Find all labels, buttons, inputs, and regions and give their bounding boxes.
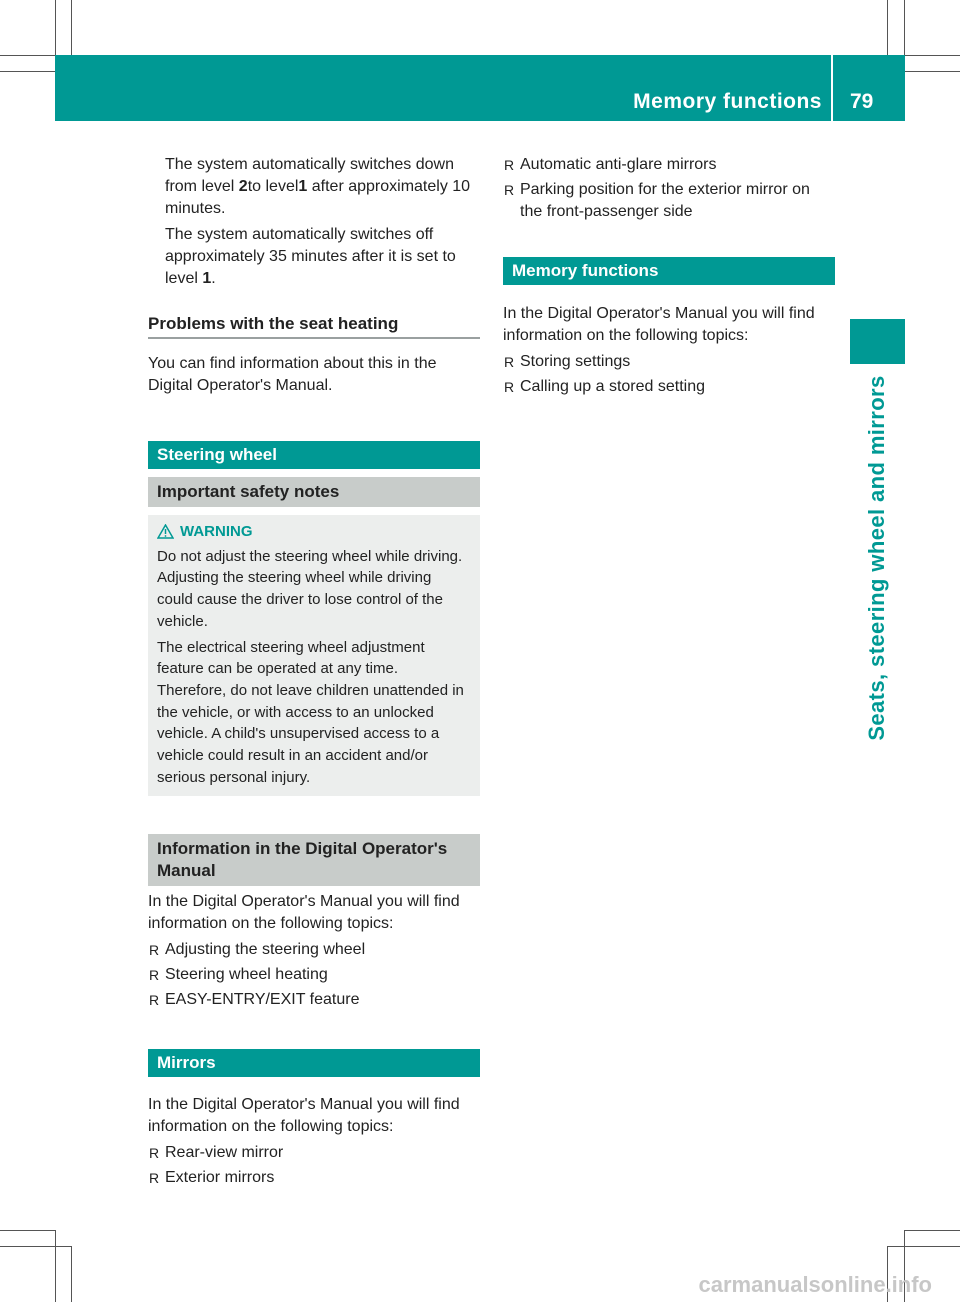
crop-mark: [0, 1246, 71, 1247]
list-item: R Rear-view mirror: [149, 1144, 284, 1162]
list-item: R Automatic anti-glare mirrors: [504, 156, 717, 173]
list-item: R Storing settings: [504, 353, 631, 370]
crop-mark: [887, 0, 888, 55]
list-item: R Calling up a stored setting: [504, 378, 705, 395]
crop-mark: [0, 1230, 55, 1231]
list-item: R EASY-ENTRY/EXIT feature: [149, 991, 360, 1009]
crop-mark: [887, 1246, 960, 1247]
warning-paragraph-2: The electrical steering wheel adjustment feature can be operated at any time. Therefore, do not leave children unattended in the vehicle, or with access to an unlocked vehicle. A child's unsupervised access to a vehicle could result in an accident and/or serious personal injury.: [157, 638, 464, 786]
memory-text: In the Digital Operator's Manual you will find information on the following topics:: [503, 305, 815, 344]
crop-mark: [905, 71, 960, 72]
watermark: carmanualsonline.info: [698, 1272, 932, 1297]
list-item: R Adjusting the steering wheel: [149, 941, 366, 959]
header-divider: [831, 55, 833, 121]
crop-mark: [55, 1230, 56, 1302]
info-text: In the Digital Operator's Manual you will find information on the following topics:: [148, 893, 460, 933]
list-item: R Steering wheel heating: [149, 966, 328, 984]
intro-paragraph-2: The system automatically switches off approximately 35 minutes after it is set to level 1.: [165, 226, 456, 287]
crop-mark: [0, 55, 55, 56]
steering-wheel-heading: Steering wheel: [148, 441, 480, 469]
mirrors-list: [148, 1142, 480, 1189]
crop-mark: [55, 0, 56, 55]
crop-mark: [71, 1246, 72, 1302]
crop-mark: [71, 0, 72, 55]
memory-list: [503, 351, 835, 398]
problems-heading: Problems with the seat heating: [148, 313, 480, 339]
safety-notes-heading: Important safety notes: [148, 477, 480, 507]
left-column: [148, 154, 480, 1192]
mirrors-heading: Mirrors: [148, 1049, 480, 1077]
warning-box: [148, 515, 480, 796]
side-tab-label: Seats, steering wheel and mirrors: [864, 375, 889, 741]
mirrors-text: In the Digital Operator's Manual you will find information on the following topics:: [148, 1096, 460, 1136]
header-title: Memory functions: [633, 90, 822, 113]
crop-mark: [0, 71, 55, 72]
list-item: R Parking position for the exterior mirror on the front-passenger side: [504, 181, 810, 220]
page-number: 79: [850, 90, 874, 113]
side-tab-marker: [850, 319, 905, 364]
warning-title-text: WARNING: [180, 523, 253, 540]
mirror-features-list: [503, 154, 835, 223]
problems-text: You can find information about this in the Digital Operator's Manual.: [148, 355, 437, 394]
intro-paragraph-1: The system automatically switches down from level 2to level1 after approximately 10 minutes.: [165, 156, 471, 217]
list-item: R Exterior mirrors: [149, 1169, 275, 1187]
crop-mark: [904, 0, 905, 55]
warning-paragraph-1: Do not adjust the steering wheel while driving. Adjusting the steering wheel while driving could cause the driver to lose control of the vehicle.: [157, 547, 463, 630]
warning-title: [157, 521, 471, 543]
memory-functions-heading: Memory functions: [503, 257, 835, 285]
info-heading: Information in the Digital Operator's Manual: [148, 834, 480, 886]
info-list: [148, 939, 480, 1011]
right-column: [503, 154, 835, 401]
warning-triangle-icon: [157, 524, 174, 539]
crop-mark: [904, 1230, 960, 1231]
crop-mark: [905, 55, 960, 56]
